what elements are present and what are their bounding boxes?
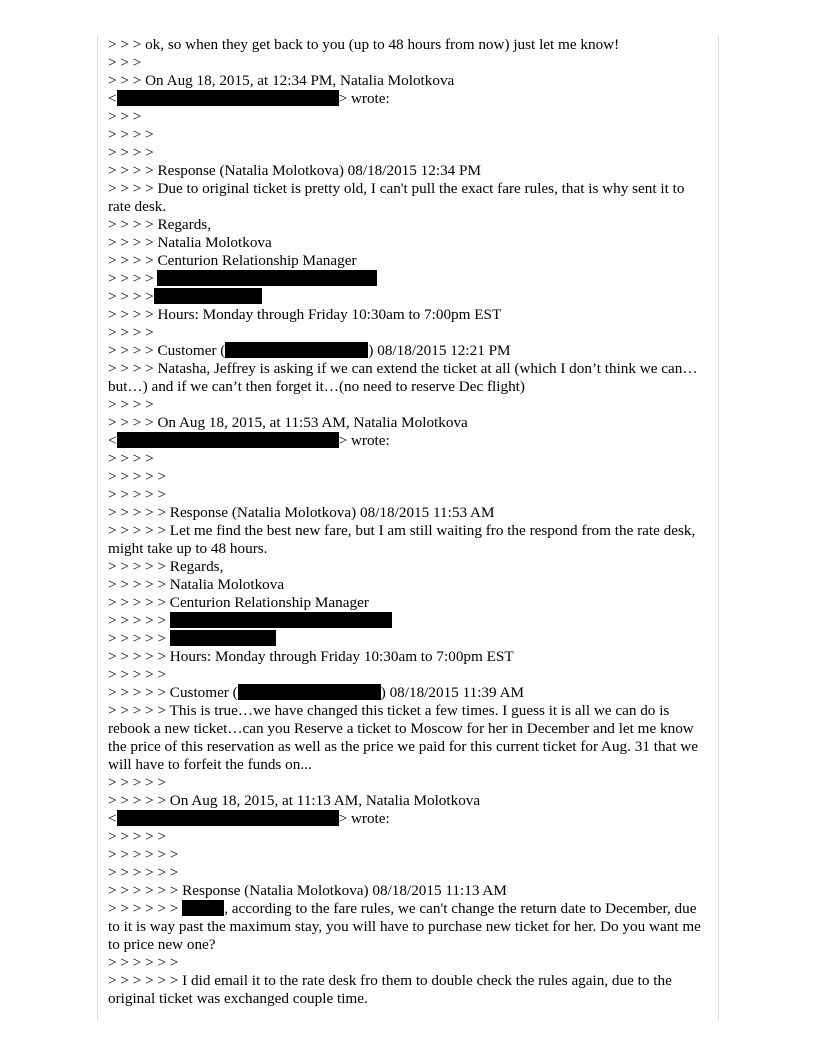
redacted-email: [117, 90, 339, 106]
thread-line: > > > ok, so when they get back to you (up to 48 hours from now) just let me know!: [108, 36, 620, 53]
thread-line: > > > > Response (Natalia Molotkova) 08/18/2015 12:34 PM: [108, 162, 481, 179]
redacted-customer-name: [225, 342, 368, 358]
thread-line: > > > > > Response (Natalia Molotkova) 08/18/2015 11:53 AM: [108, 504, 495, 521]
thread-line: > > > On Aug 18, 2015, at 12:34 PM, Natalia Molotkova: [108, 72, 455, 89]
thread-line: > > > > Centurion Relationship Manager: [108, 252, 357, 269]
thread-line: > > > > > This is true…we have changed this ticket a few times. I guess it is all we can do is rebook a new ticket…can you Reserve a ticket to Moscow for her in December and let me know the price of this reservation as well as the price we paid for this current ticket for Aug. 31 that we will have to forfeit the funds on...: [108, 702, 702, 773]
thread-line: > > > > On Aug 18, 2015, at 11:53 AM, Natalia Molotkova: [108, 414, 468, 431]
thread-line: > > > >: [108, 126, 154, 143]
thread-line: [108, 342, 706, 360]
thread-line: [108, 810, 706, 828]
thread-line: [108, 900, 706, 954]
quote-marker: > > > > >: [108, 612, 167, 629]
quote-marker: > > > > >: [108, 630, 167, 647]
thread-line: > > > > >: [108, 774, 167, 791]
thread-line: > > > > >: [108, 468, 167, 485]
thread-line: > > >: [108, 54, 142, 71]
redacted-name: [182, 900, 224, 916]
redacted-contact: [170, 630, 276, 646]
redacted-email: [117, 810, 339, 826]
thread-line: > > > > > Let me find the best new fare, but I am still waiting fro the respond from the rate desk, might take up to 48 hours.: [108, 522, 700, 557]
thread-line: > > > >: [108, 144, 154, 161]
thread-line: > > >: [108, 108, 142, 125]
thread-line: > > > > > > Response (Natalia Molotkova) 08/18/2015 11:13 AM: [108, 882, 507, 899]
customer-label: > > > > Customer (: [108, 342, 226, 359]
thread-line: > > > > > Natalia Molotkova: [108, 576, 285, 593]
thread-line: > > > > >: [108, 666, 167, 683]
thread-line: [108, 270, 706, 288]
wrote-text: > wrote:: [338, 810, 390, 827]
customer-timestamp: ) 08/18/2015 11:39 AM: [380, 684, 525, 701]
wrote-text: > wrote:: [338, 432, 390, 449]
redacted-customer-name: [238, 684, 381, 700]
email-thread: [108, 36, 706, 1008]
fare-rules-text: , according to the fare rules, we can't change the return date to December, due to it is way past the maximum stay, you will have to purchase new ticket for her. Do you want me to price new one?: [108, 900, 705, 953]
thread-line: > > > > > > I did email it to the rate desk fro them to double check the rules again, due to the original ticket was exchanged couple time.: [108, 972, 676, 1007]
quote-marker: > > > >: [108, 288, 154, 305]
customer-timestamp: ) 08/18/2015 12:21 PM: [368, 342, 511, 359]
angle-bracket-open: <: [108, 432, 117, 449]
thread-line: > > > >: [108, 324, 154, 341]
thread-line: > > > > > Hours: Monday through Friday 10:30am to 7:00pm EST: [108, 648, 514, 665]
thread-line: > > > > > Regards,: [108, 558, 224, 575]
customer-label: > > > > > Customer (: [108, 684, 238, 701]
quote-marker: > > > > > >: [108, 900, 179, 917]
redacted-phone: [170, 612, 392, 628]
thread-line: > > > > >: [108, 828, 167, 845]
redacted-phone: [157, 270, 377, 286]
quote-marker: > > > >: [108, 270, 154, 287]
thread-line: > > > > Due to original ticket is pretty old, I can't pull the exact fare rules, that is why sent it to rate desk.: [108, 180, 689, 215]
thread-line: > > > > > >: [108, 864, 179, 881]
thread-line: [108, 90, 706, 108]
thread-line: > > > > Natasha, Jeffrey is asking if we can extend the ticket at all (which I don’t think we can…but…) and if we can’t then forget it…(no need to reserve Dec flight): [108, 360, 698, 395]
thread-line: > > > > Natalia Molotkova: [108, 234, 272, 251]
angle-bracket-open: <: [108, 90, 117, 107]
thread-line: [108, 432, 706, 450]
thread-line: > > > >: [108, 396, 154, 413]
thread-line: > > > > > Centurion Relationship Manager: [108, 594, 369, 611]
redacted-contact: [154, 288, 262, 304]
thread-line: [108, 612, 706, 630]
thread-line: [108, 288, 706, 306]
thread-line: > > > > > >: [108, 954, 179, 971]
thread-line: [108, 684, 706, 702]
thread-line: > > > > > On Aug 18, 2015, at 11:13 AM, Natalia Molotkova: [108, 792, 481, 809]
wrote-text: > wrote:: [338, 90, 390, 107]
angle-bracket-open: <: [108, 810, 117, 827]
thread-line: [108, 630, 706, 648]
thread-line: > > > > Regards,: [108, 216, 212, 233]
thread-line: > > > >: [108, 450, 154, 467]
thread-line: > > > > Hours: Monday through Friday 10:30am to 7:00pm EST: [108, 306, 502, 323]
thread-line: > > > > >: [108, 486, 167, 503]
thread-line: > > > > > >: [108, 846, 179, 863]
redacted-email: [117, 432, 339, 448]
